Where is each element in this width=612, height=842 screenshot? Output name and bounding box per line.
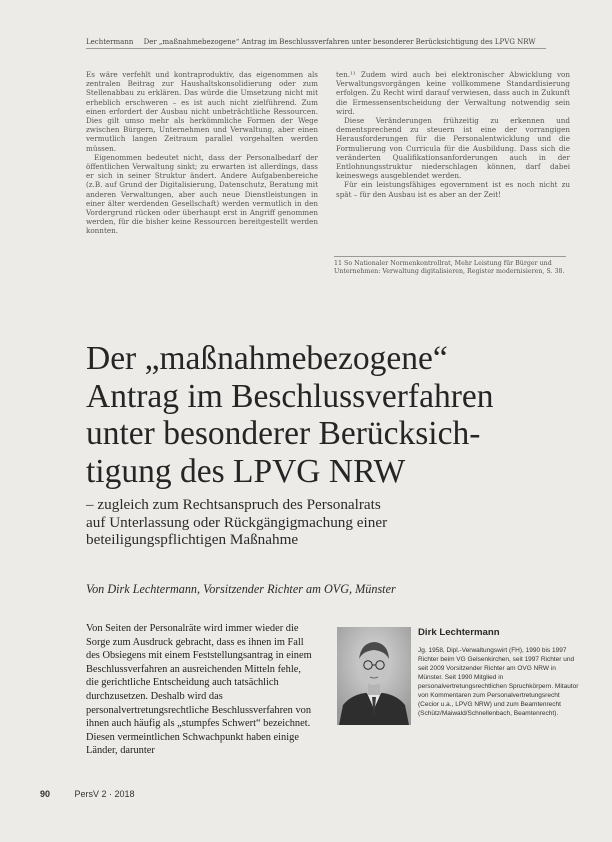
article-title: [86, 340, 576, 490]
header-section: Lechtermann: [86, 38, 134, 46]
prev-col2-paragraph: Für ein leistungsfähiges egovernment ist es noch nicht zu spät – für den Ausbau ist es aber an der Zeit!: [336, 180, 570, 199]
byline: Von Dirk Lechtermann, Vorsitzender Richter am OVG, Münster: [86, 582, 396, 596]
prev-col1-paragraph: Es wäre verfehlt und kontraproduktiv, das eigenommen als zentralen Beitrag zur Haushaltskonsolidierung oder zum Stellenabbau zu erklären. Das würde die Umsetzung nicht mit erheblich erschweren – es ist auch nicht zielführend. Zum einen erfordert der Ausbau nicht unbeträchtliche Ressourcen. Dies gilt umso mehr als herkömmliche Formen der Wege zwischen Bürgern, Unternehmen und Verwaltung, aber einen vermutlich langen Zeitraum parallel vorgehalten werden müssen.: [86, 70, 318, 153]
journal-issue: PersV 2 · 2018: [74, 789, 135, 799]
prev-col2-paragraph: ten.¹¹ Zudem wird auch bei elektronischer Abwicklung von Verwaltungsvorgängen keine vollkommene Standardisierung erfolgen. Zu Recht wird darauf verwiesen, dass auch in Zukunft die Ermessensentscheidung der Verwaltung notwendig sein wird.: [336, 70, 570, 116]
running-header: [86, 38, 546, 49]
page-number: 90: [40, 789, 51, 799]
previous-article-column-1: [86, 70, 318, 236]
subtitle-line: – zugleich zum Rechtsanspruch des Personalrats: [86, 496, 381, 513]
title-line: Antrag im Beschlussverfahren: [86, 377, 494, 415]
footnote: 11 So Nationaler Normenkontrollrat, Mehr Leistung für Bürger und Unternehmen: Verwaltung digitalisieren, Register modernisieren, S. 38.: [334, 256, 566, 276]
article-subtitle: [86, 496, 556, 549]
author-name: Dirk Lechtermann: [418, 627, 500, 638]
title-line: unter besonderer Berücksich-: [86, 415, 481, 452]
author-bio: Jg. 1958, Dipl.-Verwaltungswirt (FH), 1990 bis 1997 Richter beim VG Gelsenkirchen, seit 1997 Richter und seit 2009 Vorsitzender Richter am OVG NRW in Münster. Seit 1990 Mitglied in personalvertretungsrechtlichen Spruchkörpern. Mitautor von Kommentaren zum Personalvertretungsrecht (Cecior u.a., LPVG NRW) und zum Beamtenrecht (Schütz/Maiwald/Schnellenbach, Beamtenrecht).: [418, 647, 579, 717]
previous-article-column-2: [336, 70, 570, 199]
prev-col2-paragraph: Diese Veränderungen frühzeitig zu erkennen und dementsprechend zu steuern ist eine der vorrangigen Herausforderungen für die Personalentwicklung und die Formulierung von Curricula für die Ausbildung. Dass sich die veränderten Qualifikationsanforderungen auch in der Entlohnungsstruktur niederschlagen können, darf dabei keineswegs ausgeblendet werden.: [336, 116, 570, 181]
prev-col1-paragraph: Eigenommen bedeutet nicht, dass der Personalbedarf der öffentlichen Verwaltung sinkt; zu erwarten ist allerdings, dass er sich in seiner Struktur ändert. Andere Aufgabenbereiche (z.B. auf Grund der Digitalisierung, Datenschutz, Beratung mit anderen Verwaltungen, aber auch neue Dienstleistungen in einer älter werdenden Gesellschaft) werden vermutlich in den Vordergrund rücken oder überhaupt erst in Angriff genommen werden, für die bisher keine Ressourcen bereitgestellt werden konnten.: [86, 152, 318, 236]
article-body: Von Seiten der Personalräte wird immer wieder die Sorge zum Ausdruck gebracht, dass es ihnen im Fall des Obsiegens mit einem Feststellungsantrag in einem Beschlussverfahren an ausreichenden Mitteln fehle, die gerichtliche Entscheidung auch tatsächlich durchzusetzen. Deshalb wird das personalvertretungsrechtliche Beschlussverfahren von ihnen auch häufig als „stumpfes Schwert“ bezeichnet. Diesen vermeintlichen Schwachpunkt haben einige Länder, darunter: [86, 623, 312, 757]
page-footer: [40, 789, 135, 799]
subtitle-line: auf Unterlassung oder Rückgängigmachung einer: [86, 513, 388, 531]
author-portrait-image: [337, 627, 411, 725]
title-line: tigung des LPVG NRW: [86, 452, 406, 490]
header-running-title: Der „maßnahmebezogene“ Antrag im Beschlussverfahren unter besonderer Berücksichtigung des LPVG NRW: [143, 38, 536, 46]
title-line: Der „maßnahmebezogene“: [86, 340, 448, 377]
subtitle-line: beteiligungspflichtigen Maßnahme: [86, 531, 299, 548]
author-photo: [337, 627, 411, 725]
